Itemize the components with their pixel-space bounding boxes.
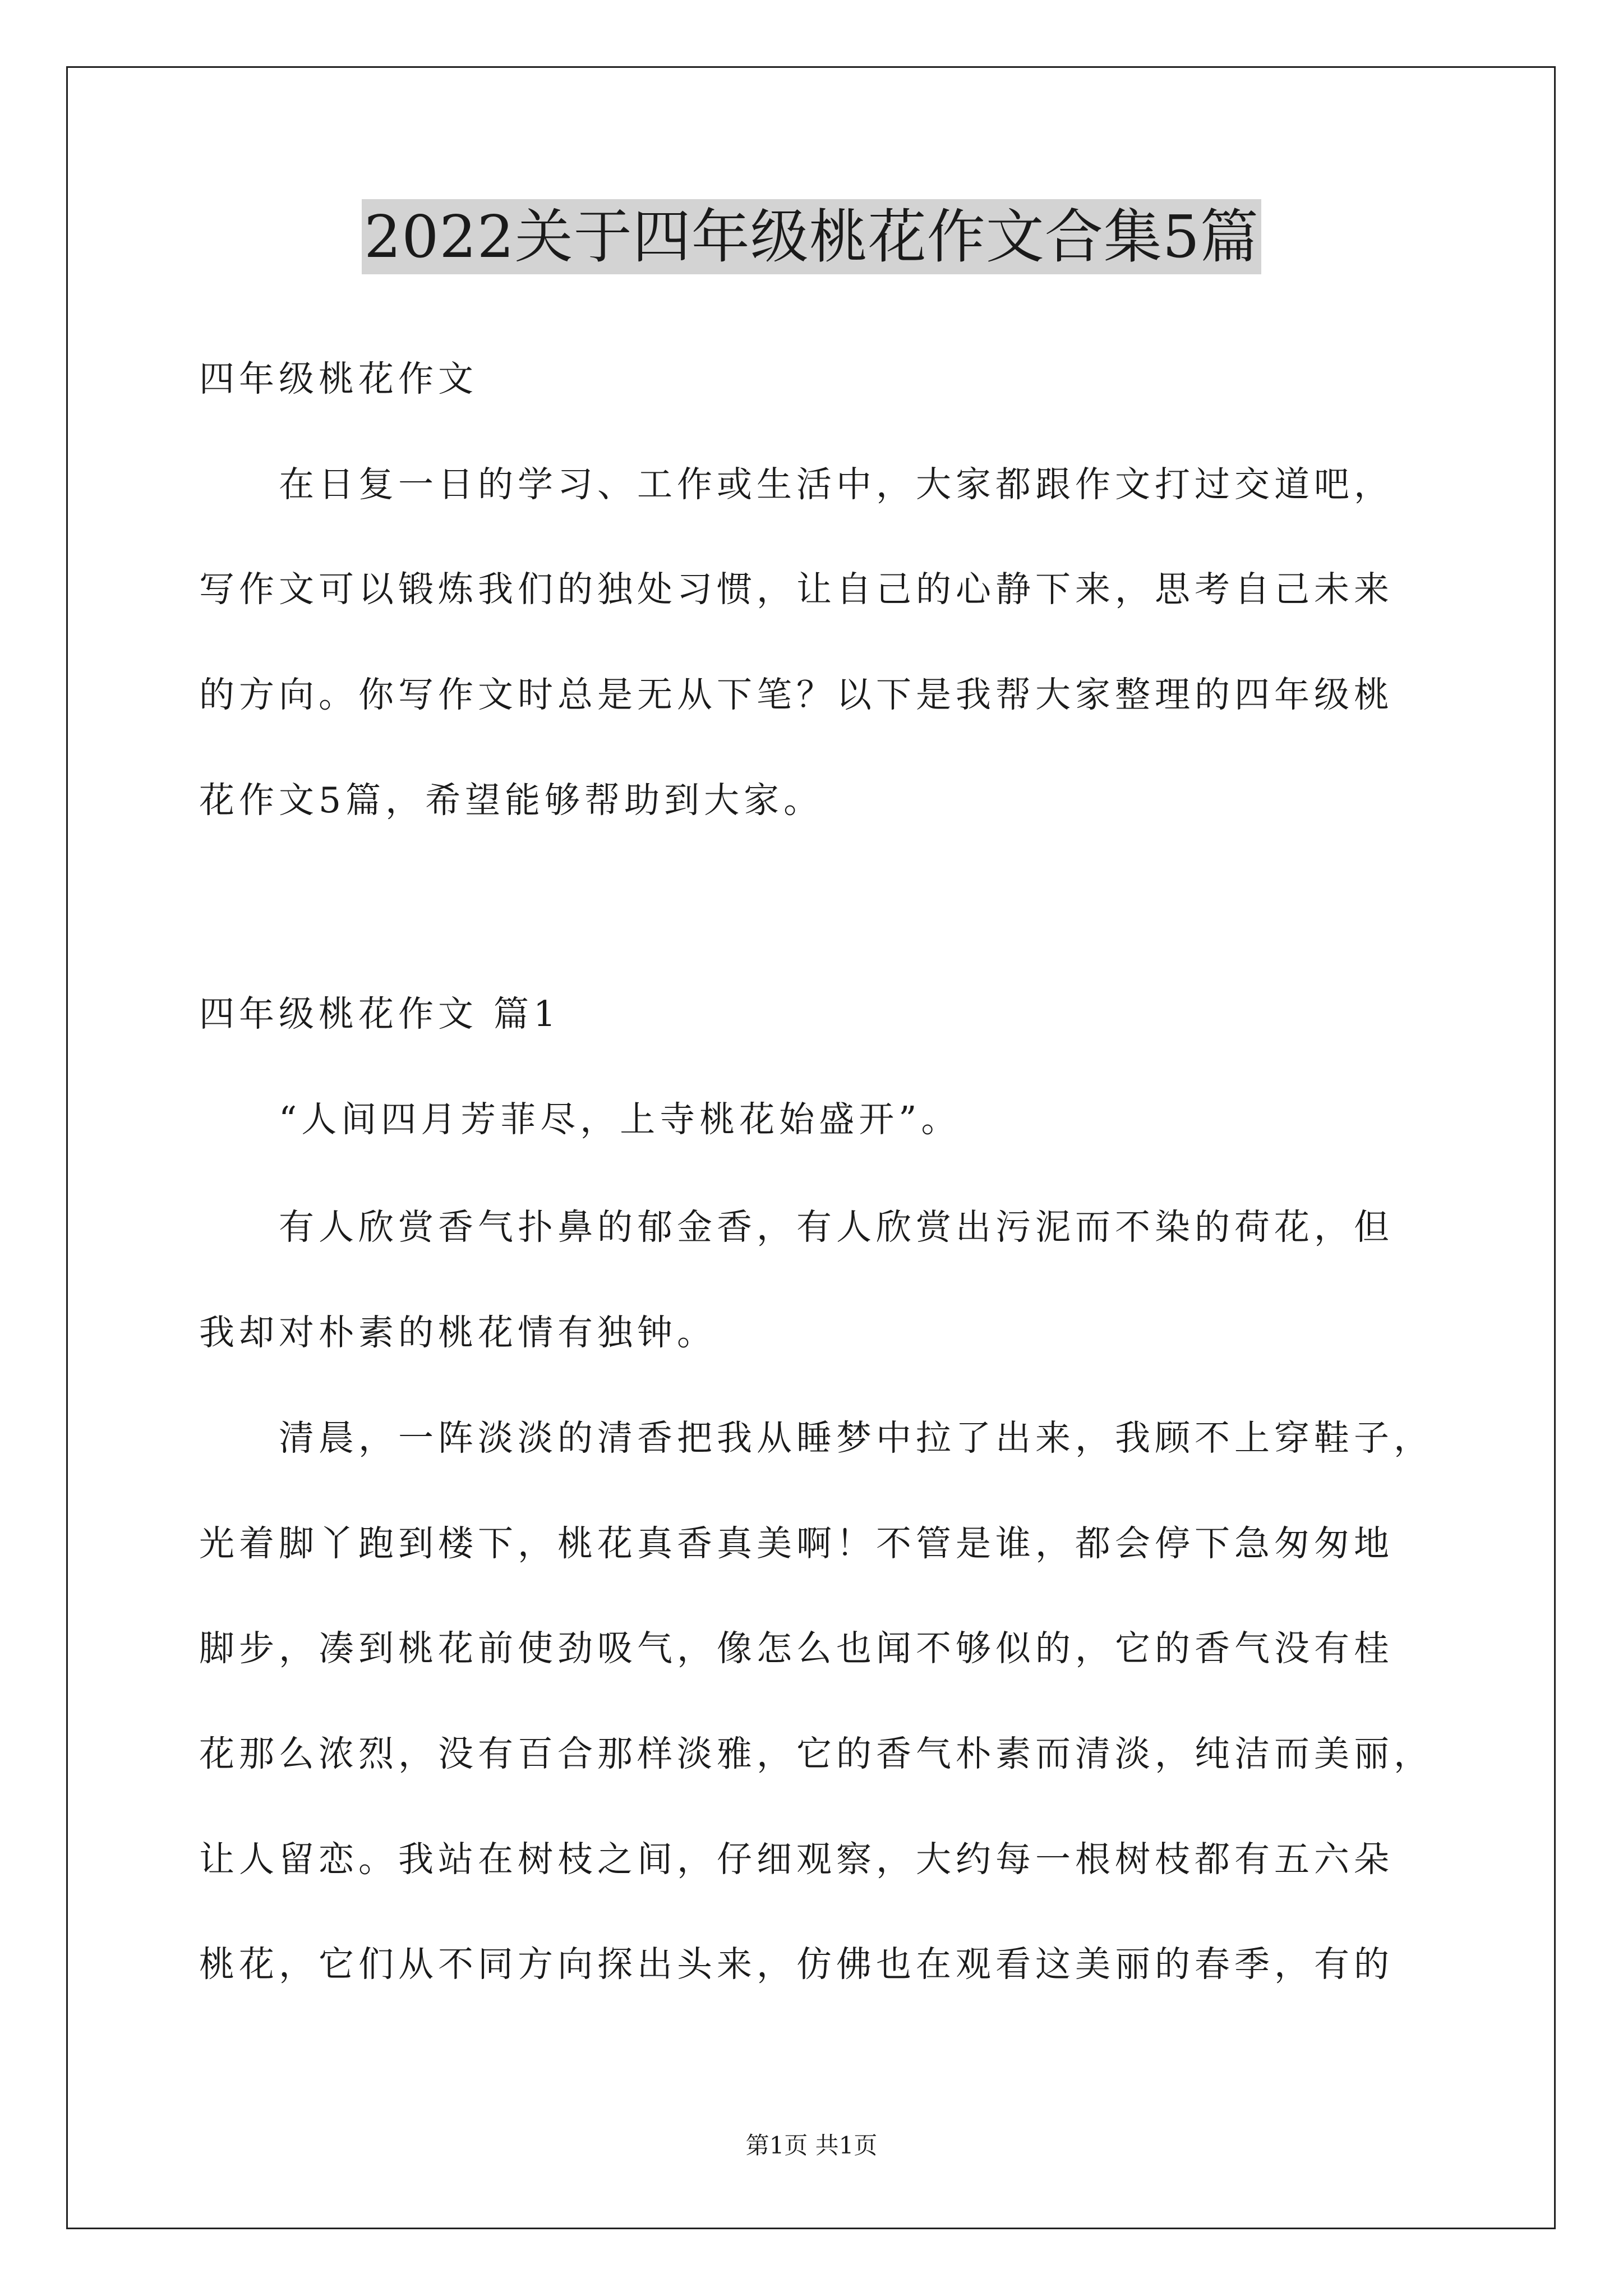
paragraph-3-line-5: 让人留恋。我站在树枝之间，仔细观察，大约每一根树枝都有五六朵 xyxy=(199,1839,1394,1880)
paragraph-2-line-1: 有人欣赏香气扑鼻的郁金香，有人欣赏出污泥而不染的荷花，但 xyxy=(279,1207,1394,1248)
document-title xyxy=(0,199,1623,274)
intro-paragraph-line-4: 花作文5篇，希望能够帮助到大家。 xyxy=(199,780,824,821)
intro-paragraph-line-2: 写作文可以锻炼我们的独处习惯，让自己的心静下来，思考自己未来 xyxy=(199,569,1394,610)
section-heading-part-1: 四年级桃花作文 篇1 xyxy=(199,993,561,1034)
intro-paragraph-line-3: 的方向。你写作文时总是无从下笔？以下是我帮大家整理的四年级桃 xyxy=(199,674,1394,715)
paragraph-3-line-3: 脚步，凑到桃花前使劲吸气，像怎么也闻不够似的，它的香气没有桂 xyxy=(199,1628,1394,1669)
paragraph-3-line-6: 桃花，它们从不同方向探出头来，仿佛也在观看这美丽的春季，有的 xyxy=(199,1944,1394,1985)
paragraph-2-line-2: 我却对朴素的桃花情有独钟。 xyxy=(199,1312,717,1353)
paragraph-3-line-1: 清晨，一阵淡淡的清香把我从睡梦中拉了出来，我顾不上穿鞋子， xyxy=(279,1418,1433,1458)
section-heading-intro: 四年级桃花作文 xyxy=(199,358,478,399)
intro-paragraph-line-1: 在日复一日的学习、工作或生活中，大家都跟作文打过交道吧， xyxy=(279,464,1394,505)
poem-quote-line: “人间四月芳菲尽，上寺桃花始盛开”。 xyxy=(279,1099,961,1140)
page-footer: 第1页 共1页 xyxy=(745,2132,878,2159)
document-title-text: 2022关于四年级桃花作文合集5篇 xyxy=(362,199,1261,274)
paragraph-3-line-4: 花那么浓烈，没有百合那样淡雅，它的香气朴素而清淡，纯洁而美丽， xyxy=(199,1733,1433,1774)
paragraph-3-line-2: 光着脚丫跑到楼下，桃花真香真美啊！不管是谁，都会停下急匆匆地 xyxy=(199,1523,1394,1564)
